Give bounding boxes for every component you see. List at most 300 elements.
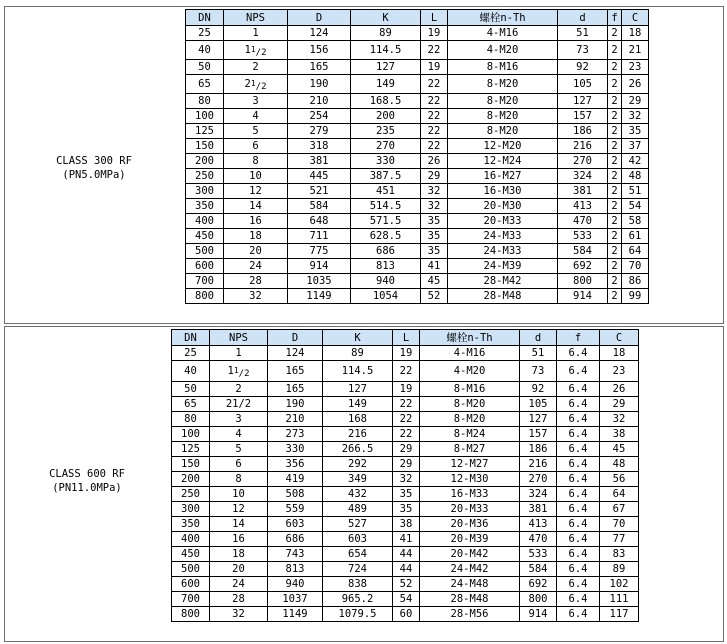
cell-bolts: 28-M48 xyxy=(448,289,558,304)
table-row xyxy=(172,487,639,502)
cell-dn: 150 xyxy=(186,139,224,154)
cell-nps: 16 xyxy=(210,532,268,547)
cell-bolts: 8-M20 xyxy=(420,397,520,412)
cell-l-hole: 41 xyxy=(421,259,448,274)
cell-f-face-height: 2 xyxy=(608,124,622,139)
cell-f-face-height: 6.4 xyxy=(557,397,600,412)
cell-dn: 300 xyxy=(186,184,224,199)
cell-bolts: 24-M33 xyxy=(448,244,558,259)
cell-d-raised-face: 186 xyxy=(520,442,557,457)
cell-bolts: 4-M20 xyxy=(448,41,558,60)
cell-k-bolt-circle: 489 xyxy=(323,502,393,517)
column-header-d-outer: D xyxy=(288,10,351,26)
class-300-block xyxy=(4,6,724,324)
pressure-rating: (PN11.0MPa) xyxy=(52,482,122,494)
cell-d-outer: 813 xyxy=(268,562,323,577)
cell-d-outer: 279 xyxy=(288,124,351,139)
cell-dn: 80 xyxy=(172,412,210,427)
column-header-l-hole: L xyxy=(421,10,448,26)
cell-d-outer: 165 xyxy=(268,382,323,397)
table-row xyxy=(172,427,639,442)
cell-dn: 500 xyxy=(172,562,210,577)
cell-d-outer: 1037 xyxy=(268,592,323,607)
cell-d-raised-face: 470 xyxy=(520,532,557,547)
cell-d-raised-face: 324 xyxy=(520,487,557,502)
cell-nps: 18 xyxy=(210,547,268,562)
cell-k-bolt-circle: 432 xyxy=(323,487,393,502)
cell-k-bolt-circle: 270 xyxy=(351,139,421,154)
cell-c-thickness: 42 xyxy=(622,154,649,169)
cell-d-outer: 210 xyxy=(288,94,351,109)
table-row xyxy=(186,184,649,199)
cell-c-thickness: 83 xyxy=(600,547,639,562)
cell-dn: 450 xyxy=(186,229,224,244)
cell-bolts: 8-M20 xyxy=(448,94,558,109)
cell-l-hole: 32 xyxy=(421,199,448,214)
cell-bolts: 28-M42 xyxy=(448,274,558,289)
cell-c-thickness: 29 xyxy=(600,397,639,412)
cell-f-face-height: 6.4 xyxy=(557,577,600,592)
table-row xyxy=(186,124,649,139)
cell-f-face-height: 2 xyxy=(608,26,622,41)
table-row xyxy=(172,382,639,397)
cell-nps: 10 xyxy=(224,169,288,184)
fraction-denominator: /2 xyxy=(255,48,267,58)
table-body xyxy=(172,346,639,622)
cell-d-outer: 318 xyxy=(288,139,351,154)
table-row xyxy=(172,517,639,532)
table-row xyxy=(172,472,639,487)
cell-d-raised-face: 216 xyxy=(520,457,557,472)
cell-dn: 800 xyxy=(172,607,210,622)
cell-bolts: 28-M48 xyxy=(420,592,520,607)
cell-d-outer: 445 xyxy=(288,169,351,184)
cell-bolts: 20-M30 xyxy=(448,199,558,214)
cell-d-outer: 603 xyxy=(268,517,323,532)
fraction-numerator: 1 xyxy=(250,79,256,88)
cell-k-bolt-circle: 838 xyxy=(323,577,393,592)
cell-k-bolt-circle: 235 xyxy=(351,124,421,139)
cell-bolts: 24-M39 xyxy=(448,259,558,274)
cell-nps: 24 xyxy=(224,259,288,274)
cell-d-raised-face: 914 xyxy=(558,289,608,304)
cell-c-thickness: 56 xyxy=(600,472,639,487)
cell-c-thickness: 70 xyxy=(600,517,639,532)
table-body xyxy=(186,26,649,304)
cell-l-hole: 22 xyxy=(421,124,448,139)
cell-nps: 3 xyxy=(210,412,268,427)
cell-c-thickness: 29 xyxy=(622,94,649,109)
table-row xyxy=(186,229,649,244)
cell-d-raised-face: 216 xyxy=(558,139,608,154)
cell-nps: 24 xyxy=(210,577,268,592)
cell-k-bolt-circle: 330 xyxy=(351,154,421,169)
cell-f-face-height: 6.4 xyxy=(557,346,600,361)
cell-d-raised-face: 381 xyxy=(558,184,608,199)
cell-bolts: 16-M33 xyxy=(420,487,520,502)
fraction-whole: 2 xyxy=(244,78,251,90)
cell-bolts: 24-M33 xyxy=(448,229,558,244)
column-header-nps: NPS xyxy=(224,10,288,26)
cell-l-hole: 35 xyxy=(393,502,420,517)
cell-nps: 2 xyxy=(210,382,268,397)
cell-f-face-height: 6.4 xyxy=(557,382,600,397)
class-name: CLASS 300 RF xyxy=(56,155,132,167)
cell-d-outer: 914 xyxy=(288,259,351,274)
cell-d-raised-face: 413 xyxy=(558,199,608,214)
cell-nps: 20 xyxy=(210,562,268,577)
cell-nps: 8 xyxy=(210,472,268,487)
cell-c-thickness: 99 xyxy=(622,289,649,304)
cell-nps: 1 xyxy=(224,26,288,41)
cell-c-thickness: 21 xyxy=(622,41,649,60)
cell-bolts: 4-M16 xyxy=(420,346,520,361)
column-header-f-face-height: f xyxy=(557,330,600,346)
table-row xyxy=(172,412,639,427)
cell-dn: 600 xyxy=(186,259,224,274)
cell-d-raised-face: 800 xyxy=(520,592,557,607)
cell-d-outer: 356 xyxy=(268,457,323,472)
table-row xyxy=(186,214,649,229)
header-row xyxy=(172,330,639,346)
cell-f-face-height: 6.4 xyxy=(557,487,600,502)
cell-k-bolt-circle: 266.5 xyxy=(323,442,393,457)
cell-f-face-height: 2 xyxy=(608,75,622,94)
cell-bolts: 8-M16 xyxy=(448,60,558,75)
cell-c-thickness: 48 xyxy=(622,169,649,184)
cell-nps: 5 xyxy=(210,442,268,457)
cell-k-bolt-circle: 654 xyxy=(323,547,393,562)
cell-d-outer: 508 xyxy=(268,487,323,502)
cell-f-face-height: 2 xyxy=(608,244,622,259)
cell-d-outer: 273 xyxy=(268,427,323,442)
cell-d-raised-face: 157 xyxy=(520,427,557,442)
cell-dn: 250 xyxy=(186,169,224,184)
cell-k-bolt-circle: 1079.5 xyxy=(323,607,393,622)
cell-f-face-height: 6.4 xyxy=(557,427,600,442)
cell-l-hole: 41 xyxy=(393,532,420,547)
cell-k-bolt-circle: 387.5 xyxy=(351,169,421,184)
cell-nps: 12 xyxy=(210,502,268,517)
cell-nps: 8 xyxy=(224,154,288,169)
cell-k-bolt-circle: 1054 xyxy=(351,289,421,304)
cell-k-bolt-circle: 686 xyxy=(351,244,421,259)
cell-d-raised-face: 51 xyxy=(558,26,608,41)
cell-bolts: 8-M20 xyxy=(448,109,558,124)
cell-bolts: 4-M20 xyxy=(420,361,520,382)
cell-c-thickness: 18 xyxy=(600,346,639,361)
column-header-nps: NPS xyxy=(210,330,268,346)
cell-dn: 700 xyxy=(186,274,224,289)
column-header-k-bolt-circle: K xyxy=(351,10,421,26)
cell-c-thickness: 38 xyxy=(600,427,639,442)
cell-dn: 350 xyxy=(172,517,210,532)
cell-l-hole: 54 xyxy=(393,592,420,607)
cell-l-hole: 22 xyxy=(421,94,448,109)
cell-nps: 4 xyxy=(224,109,288,124)
cell-dn: 200 xyxy=(186,154,224,169)
cell-f-face-height: 6.4 xyxy=(557,442,600,457)
cell-nps: 10 xyxy=(210,487,268,502)
cell-f-face-height: 6.4 xyxy=(557,532,600,547)
class-600-block xyxy=(4,326,724,642)
cell-nps: 28 xyxy=(224,274,288,289)
header-row xyxy=(186,10,649,26)
cell-k-bolt-circle: 603 xyxy=(323,532,393,547)
cell-l-hole: 22 xyxy=(421,41,448,60)
column-header-d-outer: D xyxy=(268,330,323,346)
cell-nps: 1 xyxy=(210,346,268,361)
cell-d-raised-face: 73 xyxy=(520,361,557,382)
cell-c-thickness: 48 xyxy=(600,457,639,472)
cell-f-face-height: 2 xyxy=(608,199,622,214)
cell-dn: 250 xyxy=(172,487,210,502)
cell-d-raised-face: 127 xyxy=(558,94,608,109)
cell-dn: 40 xyxy=(172,361,210,382)
cell-c-thickness: 64 xyxy=(622,244,649,259)
table-row xyxy=(172,346,639,361)
cell-f-face-height: 2 xyxy=(608,184,622,199)
cell-bolts: 20-M42 xyxy=(420,547,520,562)
cell-f-face-height: 6.4 xyxy=(557,457,600,472)
cell-k-bolt-circle: 940 xyxy=(351,274,421,289)
cell-k-bolt-circle: 724 xyxy=(323,562,393,577)
cell-l-hole: 22 xyxy=(393,427,420,442)
column-header-d-raised-face: d xyxy=(520,330,557,346)
cell-nps: 32 xyxy=(210,607,268,622)
cell-l-hole: 22 xyxy=(421,109,448,124)
table-row xyxy=(186,26,649,41)
cell-dn: 500 xyxy=(186,244,224,259)
cell-d-raised-face: 914 xyxy=(520,607,557,622)
cell-l-hole: 32 xyxy=(421,184,448,199)
cell-dn: 25 xyxy=(172,346,210,361)
cell-d-outer: 190 xyxy=(268,397,323,412)
cell-d-raised-face: 533 xyxy=(558,229,608,244)
cell-nps: 6 xyxy=(210,457,268,472)
cell-d-raised-face: 692 xyxy=(520,577,557,592)
class-label-cell xyxy=(5,154,183,182)
cell-c-thickness: 26 xyxy=(622,75,649,94)
table-row xyxy=(172,361,639,382)
pressure-rating: (PN5.0MPa) xyxy=(62,169,126,181)
cell-f-face-height: 6.4 xyxy=(557,562,600,577)
cell-dn: 600 xyxy=(172,577,210,592)
flange-dimension-table xyxy=(185,9,649,304)
cell-bolts: 8-M20 xyxy=(448,75,558,94)
cell-k-bolt-circle: 292 xyxy=(323,457,393,472)
cell-l-hole: 19 xyxy=(421,60,448,75)
cell-dn: 80 xyxy=(186,94,224,109)
cell-l-hole: 19 xyxy=(421,26,448,41)
column-header-d-raised-face: d xyxy=(558,10,608,26)
cell-dn: 50 xyxy=(186,60,224,75)
cell-k-bolt-circle: 114.5 xyxy=(323,361,393,382)
cell-c-thickness: 61 xyxy=(622,229,649,244)
cell-nps: 2 xyxy=(224,60,288,75)
cell-bolts: 24-M48 xyxy=(420,577,520,592)
cell-bolts: 20-M33 xyxy=(448,214,558,229)
table-row xyxy=(172,397,639,412)
table-row xyxy=(186,244,649,259)
cell-l-hole: 35 xyxy=(421,214,448,229)
cell-k-bolt-circle: 168 xyxy=(323,412,393,427)
cell-dn: 150 xyxy=(172,457,210,472)
cell-dn: 450 xyxy=(172,547,210,562)
cell-nps: 18 xyxy=(224,229,288,244)
cell-f-face-height: 2 xyxy=(608,229,622,244)
cell-dn: 100 xyxy=(186,109,224,124)
cell-d-raised-face: 324 xyxy=(558,169,608,184)
cell-l-hole: 44 xyxy=(393,562,420,577)
cell-d-outer: 1149 xyxy=(288,289,351,304)
cell-nps: 14 xyxy=(210,517,268,532)
cell-dn: 65 xyxy=(172,397,210,412)
cell-nps: 6 xyxy=(224,139,288,154)
flange-dimension-table xyxy=(171,329,639,622)
cell-k-bolt-circle: 527 xyxy=(323,517,393,532)
cell-bolts: 8-M20 xyxy=(420,412,520,427)
cell-f-face-height: 2 xyxy=(608,274,622,289)
table-row xyxy=(186,41,649,60)
table-row xyxy=(186,94,649,109)
cell-d-outer: 165 xyxy=(268,361,323,382)
table-row xyxy=(186,139,649,154)
cell-d-raised-face: 157 xyxy=(558,109,608,124)
cell-f-face-height: 2 xyxy=(608,60,622,75)
cell-k-bolt-circle: 965.2 xyxy=(323,592,393,607)
cell-nps: 12 xyxy=(224,184,288,199)
cell-c-thickness: 58 xyxy=(622,214,649,229)
cell-dn: 25 xyxy=(186,26,224,41)
cell-k-bolt-circle: 149 xyxy=(351,75,421,94)
cell-d-raised-face: 105 xyxy=(520,397,557,412)
cell-c-thickness: 70 xyxy=(622,259,649,274)
cell-f-face-height: 2 xyxy=(608,289,622,304)
cell-l-hole: 44 xyxy=(393,547,420,562)
cell-k-bolt-circle: 89 xyxy=(351,26,421,41)
cell-d-raised-face: 381 xyxy=(520,502,557,517)
cell-nps: 14 xyxy=(224,199,288,214)
cell-d-raised-face: 92 xyxy=(558,60,608,75)
fraction-whole: 1 xyxy=(244,44,251,56)
cell-c-thickness: 111 xyxy=(600,592,639,607)
cell-c-thickness: 45 xyxy=(600,442,639,457)
cell-l-hole: 35 xyxy=(421,244,448,259)
cell-l-hole: 22 xyxy=(393,397,420,412)
column-header-k-bolt-circle: K xyxy=(323,330,393,346)
fraction-numerator: 1 xyxy=(250,45,256,54)
cell-bolts: 4-M16 xyxy=(448,26,558,41)
cell-bolts: 24-M42 xyxy=(420,562,520,577)
cell-d-raised-face: 51 xyxy=(520,346,557,361)
cell-l-hole: 22 xyxy=(393,412,420,427)
cell-d-outer: 381 xyxy=(288,154,351,169)
cell-dn: 125 xyxy=(172,442,210,457)
table-row xyxy=(172,457,639,472)
cell-nps: 16 xyxy=(224,214,288,229)
table-row xyxy=(172,502,639,517)
cell-d-raised-face: 73 xyxy=(558,41,608,60)
cell-nps xyxy=(224,41,288,60)
cell-dn: 65 xyxy=(186,75,224,94)
cell-c-thickness: 23 xyxy=(600,361,639,382)
table-row xyxy=(172,547,639,562)
cell-bolts: 16-M27 xyxy=(448,169,558,184)
cell-dn: 350 xyxy=(186,199,224,214)
fraction-whole: 1 xyxy=(227,365,234,377)
cell-k-bolt-circle: 216 xyxy=(323,427,393,442)
cell-k-bolt-circle: 168.5 xyxy=(351,94,421,109)
cell-d-outer: 124 xyxy=(288,26,351,41)
cell-d-outer: 686 xyxy=(268,532,323,547)
cell-d-outer: 190 xyxy=(288,75,351,94)
cell-d-raised-face: 470 xyxy=(558,214,608,229)
column-header-f-face-height: f xyxy=(608,10,622,26)
cell-d-outer: 1149 xyxy=(268,607,323,622)
cell-bolts: 28-M56 xyxy=(420,607,520,622)
cell-nps: 28 xyxy=(210,592,268,607)
cell-bolts: 12-M20 xyxy=(448,139,558,154)
cell-f-face-height: 2 xyxy=(608,169,622,184)
cell-d-outer: 254 xyxy=(288,109,351,124)
cell-c-thickness: 35 xyxy=(622,124,649,139)
cell-c-thickness: 26 xyxy=(600,382,639,397)
cell-nps xyxy=(224,75,288,94)
cell-k-bolt-circle: 571.5 xyxy=(351,214,421,229)
cell-d-outer: 711 xyxy=(288,229,351,244)
cell-d-outer: 743 xyxy=(268,547,323,562)
cell-l-hole: 52 xyxy=(393,577,420,592)
cell-d-outer: 940 xyxy=(268,577,323,592)
cell-c-thickness: 117 xyxy=(600,607,639,622)
cell-k-bolt-circle: 813 xyxy=(351,259,421,274)
cell-k-bolt-circle: 451 xyxy=(351,184,421,199)
cell-f-face-height: 6.4 xyxy=(557,517,600,532)
cell-l-hole: 29 xyxy=(393,457,420,472)
cell-dn: 200 xyxy=(172,472,210,487)
cell-l-hole: 29 xyxy=(393,442,420,457)
column-header-c-thickness: C xyxy=(622,10,649,26)
cell-f-face-height: 6.4 xyxy=(557,502,600,517)
cell-c-thickness: 86 xyxy=(622,274,649,289)
cell-dn: 400 xyxy=(186,214,224,229)
cell-f-face-height: 2 xyxy=(608,259,622,274)
fraction-numerator: 1 xyxy=(233,366,239,375)
cell-d-outer: 210 xyxy=(268,412,323,427)
cell-nps xyxy=(210,361,268,382)
cell-bolts: 20-M33 xyxy=(420,502,520,517)
table-row xyxy=(186,60,649,75)
fraction-denominator: /2 xyxy=(255,82,267,92)
cell-d-outer: 584 xyxy=(288,199,351,214)
cell-bolts: 16-M30 xyxy=(448,184,558,199)
cell-k-bolt-circle: 149 xyxy=(323,397,393,412)
cell-dn: 50 xyxy=(172,382,210,397)
table-row xyxy=(186,75,649,94)
cell-nps: 21/2 xyxy=(210,397,268,412)
table-row xyxy=(186,199,649,214)
cell-d-outer: 165 xyxy=(288,60,351,75)
cell-nps: 5 xyxy=(224,124,288,139)
cell-l-hole: 35 xyxy=(421,229,448,244)
table-row xyxy=(186,289,649,304)
cell-f-face-height: 6.4 xyxy=(557,412,600,427)
cell-c-thickness: 77 xyxy=(600,532,639,547)
cell-c-thickness: 18 xyxy=(622,26,649,41)
cell-d-outer: 419 xyxy=(268,472,323,487)
cell-c-thickness: 23 xyxy=(622,60,649,75)
